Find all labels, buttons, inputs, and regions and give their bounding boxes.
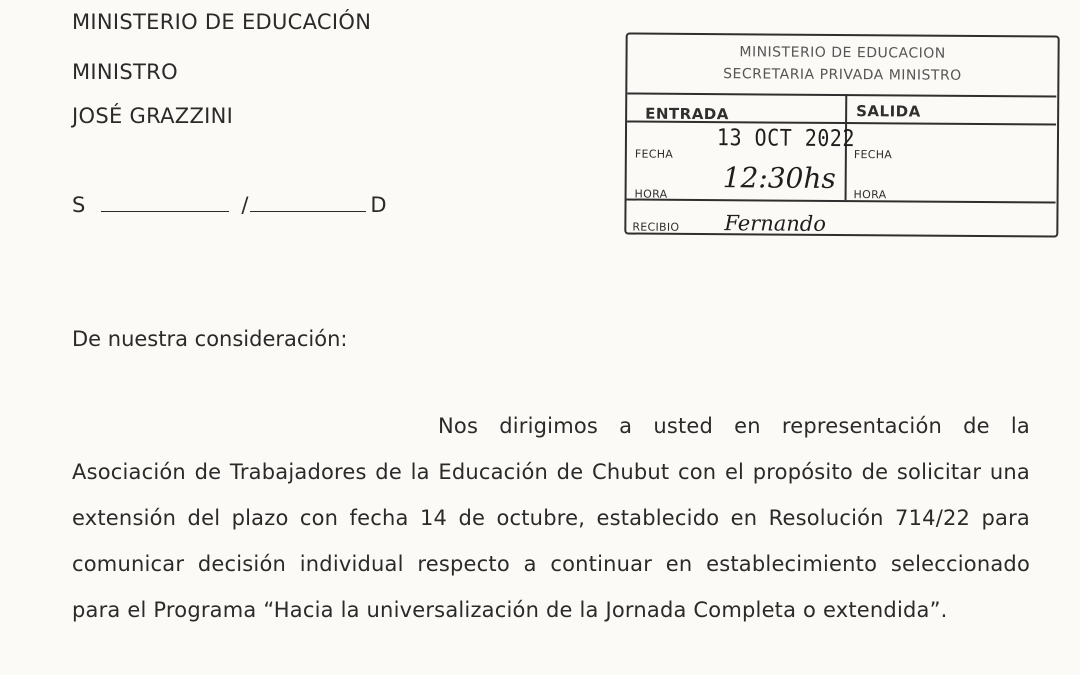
stamp-header-office: SECRETARIA PRIVADA MINISTRO (723, 66, 962, 84)
sd-blank-2 (250, 193, 366, 212)
stamp-salida-label: SALIDA (856, 102, 921, 121)
stamp-recibio-label: RECIBIO (632, 220, 680, 234)
stamp-divider (627, 198, 1056, 203)
stamp-entrada-hora-label: HORA (634, 187, 668, 201)
sd-blank-1 (101, 193, 229, 212)
salutation-sd-line (72, 193, 387, 217)
recipient-title: MINISTRO (72, 60, 178, 84)
stamp-header-ministry: MINISTERIO DE EDUCACION (739, 44, 946, 62)
letter-paragraph-1: Nos dirigimos a usted en representación de la Asociación de Trabajadores de la Educación de Chubut con el propósito de solicitar una extensión del plazo con fecha 14 de octubre, establecido en Resolución 714/22 para comunicar decisión individual respecto a continuar en establecimiento seleccionado para el Programa “Hacia la universalización de la Jornada Completa o extendida”. (72, 414, 1030, 622)
reception-stamp (624, 32, 1059, 237)
letter-greeting: De nuestra consideración: (72, 327, 348, 351)
stamp-entrada-label: ENTRADA (645, 104, 729, 124)
recipient-name: JOSÉ GRAZZINI (72, 104, 234, 128)
sd-end: D (370, 193, 387, 217)
stamp-recibio-value: Fernando (724, 211, 827, 236)
stamp-entrada-time-value: 12:30hs (722, 161, 836, 195)
stamp-divider (627, 93, 1056, 98)
stamp-divider (845, 122, 1056, 125)
stamp-entrada-fecha-label: FECHA (634, 147, 674, 161)
stamp-salida-fecha-label: FECHA (853, 148, 893, 162)
sd-slash: / (241, 193, 249, 217)
stamp-salida-hora-label: HORA (853, 188, 887, 202)
recipient-ministry: MINISTERIO DE EDUCACIÓN (72, 10, 372, 34)
stamp-entrada-date-value: 13 OCT 2022 (716, 123, 856, 152)
letter-body (72, 403, 1030, 633)
sd-start: S (72, 193, 86, 217)
